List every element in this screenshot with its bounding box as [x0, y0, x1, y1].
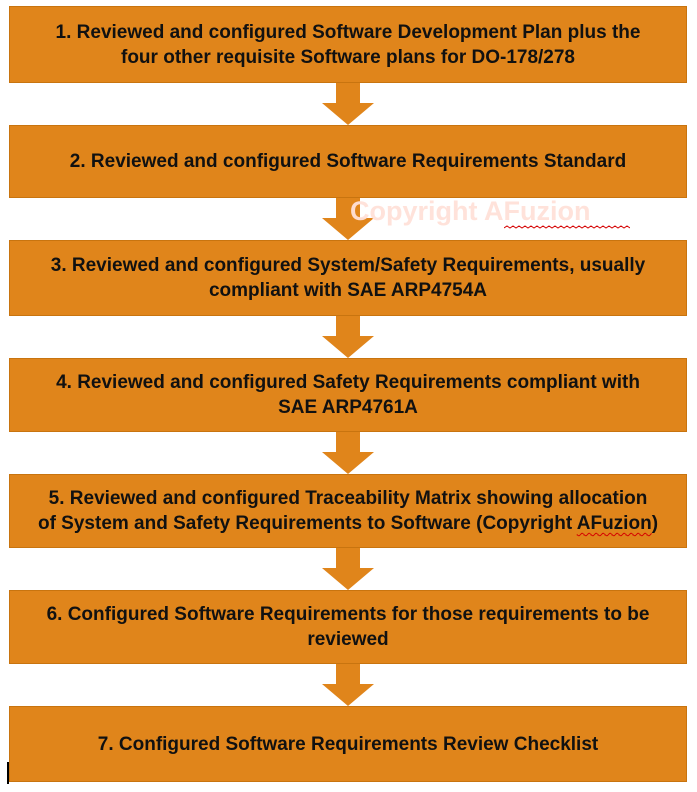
step-5-line2-suffix: ): [651, 513, 659, 534]
flow-arrow-5: [322, 548, 374, 590]
flow-arrow-6: [322, 664, 374, 706]
step-2-text: [70, 149, 626, 174]
step-5-line2-prefix: of System and Safety Requirements to Software (Copyright: [37, 513, 577, 534]
edge-mark: [7, 762, 9, 784]
flow-arrow-1: [322, 83, 374, 125]
step-4-text: [56, 370, 640, 420]
step-4-line1: 4. Reviewed and configured Safety Requirements compliant with: [56, 372, 640, 393]
step-2-box: [9, 125, 687, 198]
step-2-line1: 2. Reviewed and configured Software Requirements Standard: [69, 151, 627, 172]
step-6-line2: reviewed: [307, 629, 389, 650]
step-3-line2: compliant with SAE ARP4754A: [208, 280, 488, 301]
down-arrow-icon: [322, 83, 374, 125]
step-7-text: [98, 732, 598, 757]
step-1-line2: four other requisite Software plans for DO-178/278: [121, 46, 575, 68]
copyright-watermark: Copyright AFuzion: [350, 196, 591, 226]
down-arrow-icon: [322, 432, 374, 474]
step-7-box: [9, 706, 687, 782]
step-6-line1: 6. Configured Software Requirements for those requirements to be: [46, 604, 650, 625]
step-3-box: [9, 240, 687, 316]
step-5-text: [38, 486, 658, 536]
step-6-text: [47, 602, 650, 652]
down-arrow-icon: [322, 548, 374, 590]
down-arrow-icon: [322, 316, 374, 358]
flow-arrow-4: [322, 432, 374, 474]
step-1-text: [56, 20, 641, 70]
step-7-line1: 7. Configured Software Requirements Review Checklist: [97, 733, 599, 755]
step-5-line1: 5. Reviewed and configured Traceability Matrix showing allocation: [48, 488, 648, 509]
step-5-flagged-word: AFuzion: [576, 513, 652, 534]
step-1-box: [9, 6, 687, 83]
step-5-box: [9, 474, 687, 548]
flow-arrow-3: [322, 316, 374, 358]
step-6-box: [9, 590, 687, 664]
step-4-line2: SAE ARP4761A: [278, 397, 418, 418]
watermark-spell-underline: [504, 225, 630, 229]
step-3-line1: 3. Reviewed and configured System/Safety Requirements, usually: [50, 255, 646, 276]
step-4-box: [9, 358, 687, 432]
down-arrow-icon: [322, 664, 374, 706]
step-3-text: [51, 253, 645, 303]
step-1-line1: 1. Reviewed and configured Software Development Plan plus the: [55, 21, 641, 43]
